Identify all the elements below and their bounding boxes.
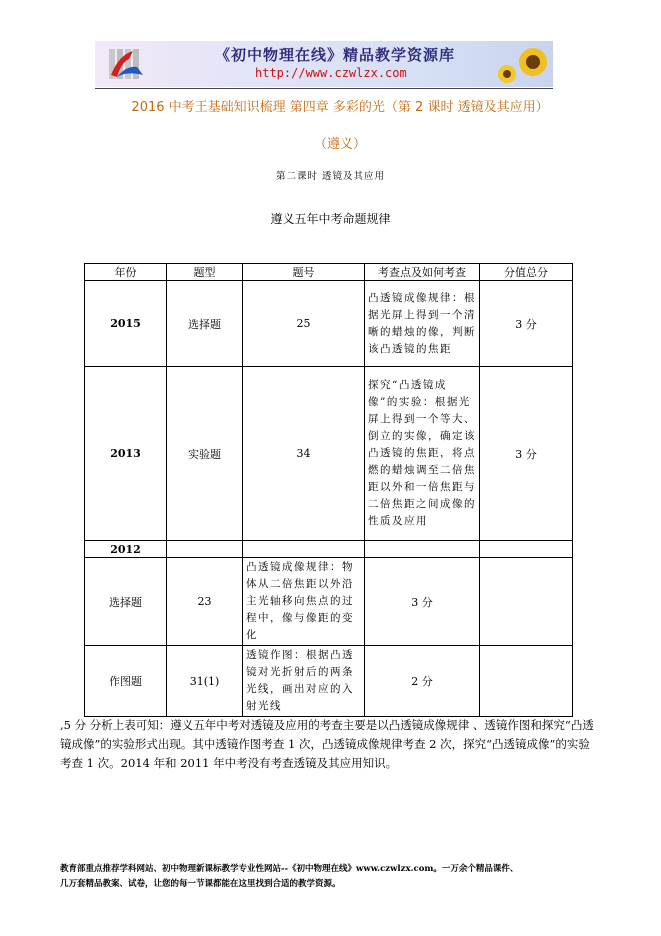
cell-year: 2012: [85, 541, 167, 558]
header-divider: [95, 88, 553, 89]
cell-type: 选择题: [167, 281, 243, 367]
page-title-region: （遵义）: [313, 137, 366, 152]
table-header-row: [85, 264, 573, 281]
banner-url: http://www.czwlzx.com: [255, 66, 407, 80]
cell-type: 选择题: [85, 558, 167, 646]
cell-number: 31(1): [167, 646, 243, 717]
cell-number: 25: [243, 281, 365, 367]
cell-score: 3 分: [480, 281, 573, 367]
site-banner: [95, 41, 553, 87]
cell-number: 34: [243, 367, 365, 541]
page-title: 2016 中考王基础知识梳理 第四章 多彩的光（第 2 课时 透镜及其应用）: [131, 100, 549, 115]
cell-type: 作图题: [85, 646, 167, 717]
cell-content: 凸透镜成像规律：根据光屏上得到一个清晰的蜡烛的像，判断该凸透镜的焦距: [365, 281, 480, 367]
sunflower-icon: [495, 44, 549, 84]
cell-score: 2 分: [365, 646, 480, 717]
cell-content: 探究“凸透镜成像”的实验：根据光屏上得到一个等大、倒立的实像，确定该凸透镜的焦距，将点燃的蜡烛调至二倍焦距以外和一倍焦距与二倍焦距之间成像的性质及应用: [365, 367, 480, 541]
footer: [60, 862, 620, 892]
table-row: [85, 541, 573, 558]
table-row: [85, 558, 573, 646]
table-row: [85, 367, 573, 541]
header-number: 题号: [243, 264, 365, 281]
header-content: 考查点及如何考查: [365, 264, 480, 281]
section-title: 第二课时 透镜及其应用: [275, 171, 386, 182]
footer-line-1: 教育部重点推荐学科网站、初中物理新课标教学专业性网站--《初中物理在线》www.czwlzx.com。一万余个精品课件、: [60, 864, 519, 874]
cell-year: 2015: [85, 281, 167, 367]
table-row: [85, 646, 573, 717]
cell-score: 3 分: [480, 367, 573, 541]
cell-type: 实验题: [167, 367, 243, 541]
cell-number: 23: [167, 558, 243, 646]
analysis-paragraph: ,5 分 分析上表可知：遵义五年中考对透镜及应用的考查主要是以凸透镜成像规律 、透镜作图和探究“凸透镜成像”的实验形式出现。其中透镜作图考查 1 次，凸透镜成像规律考查 2 次，探究“凸透镜成像”的实验考查 1 次。2014 年和 2011 年中考没有考查透镜及其应用知识。: [60, 718, 594, 770]
cell-year: 2013: [85, 367, 167, 541]
cell-content: 凸透镜成像规律：物体从二倍焦距以外沿主光轴移向焦点的过程中，像与像距的变化: [243, 558, 365, 646]
footer-line-2: 几万套精品教案、试卷，让您的每一节课都能在这里找到合适的教学资源。: [60, 879, 341, 889]
cell-score: 3 分: [365, 558, 480, 646]
exam-pattern-table: [84, 263, 573, 717]
table-title: 遵义五年中考命题规律: [270, 212, 391, 226]
site-logo-icon: [103, 45, 147, 83]
cell-content: 透镜作图：根据凸透镜对光折射后的两条光线，画出对应的入射光线: [243, 646, 365, 717]
header-type: 题型: [167, 264, 243, 281]
table-row: [85, 281, 573, 367]
header-score: 分值总分: [480, 264, 573, 281]
banner-title: 《初中物理在线》精品教学资源库: [215, 46, 456, 64]
header-year: 年份: [85, 264, 167, 281]
